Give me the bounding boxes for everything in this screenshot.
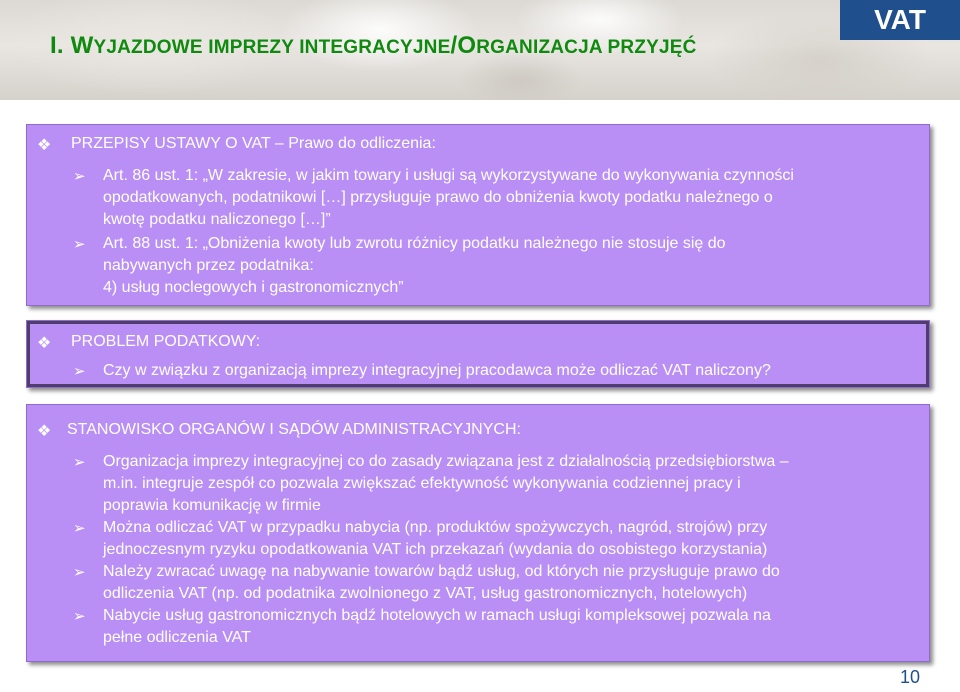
diamond-bullet-icon: ❖ [37,335,52,352]
section-heading: PROBLEM PODATKOWY: [71,333,261,350]
arrow-bullet-icon: ➢ [73,168,86,185]
arrow-bullet-icon: ➢ [73,236,86,253]
arrow-bullet-icon: ➢ [73,363,86,380]
arrow-bullet-icon: ➢ [73,454,86,471]
arrow-bullet-icon: ➢ [73,564,86,581]
list-item: Art. 86 ust. 1: „W zakresie, w jakim towary i usługi są wykorzystywane do wykonywania czynności opodatkowanych, podatnikowi […] przysługuje prawo do obniżenia kwoty podatku należnego o kwotę podatku naliczonego […]” [103,167,794,229]
diamond-bullet-icon: ❖ [37,423,52,440]
list-item: Art. 88 ust. 1: „Obniżenia kwoty lub zwrotu różnicy podatku należnego nie stosuje się do nabywanych przez podatnika: 4) usług noclegowych i gastronomicznych” [103,235,726,297]
list-item: Nabycie usług gastronomicznych bądź hotelowych w ramach usługi kompleksowej pozwala na pełne odliczenia VAT [103,607,771,647]
legal-basis-panel [26,124,930,306]
diamond-bullet-icon: ❖ [37,137,52,154]
list-item: Organizacja imprezy integracyjnej co do zasady związana jest z działalnością przedsiębiorstwa – m.in. integruje zespół co pozwala zwiększać efektywność wykonywania codziennej pracy i poprawia komunikację w firmie [103,453,789,515]
section-heading: PRZEPISY USTAWY O VAT – Prawo do odliczenia: [71,135,436,152]
list-item: Czy w związku z organizacją imprezy integracyjnej pracodawca może odliczać VAT naliczony? [103,362,771,379]
page-number: 10 [899,667,920,687]
arrow-bullet-icon: ➢ [73,608,86,625]
tax-problem-panel [26,320,930,388]
arrow-bullet-icon: ➢ [73,520,86,537]
section-heading: STANOWISKO ORGANÓW I SĄDÓW ADMINISTRACYJNYCH: [67,421,521,438]
list-item: Można odliczać VAT w przypadku nabycia (np. produktów spożywczych, nagród, strojów) przy jednoczesnym ryzyku opodatkowania VAT ich przekazań (wydania do osobistego korzystania) [103,519,768,559]
header-band [0,0,960,100]
list-item: Należy zwracać uwagę na nabywanie towarów bądź usług, od których nie przysługuje prawo do odliczenia VAT (np. od podatnika zwolnionego z VAT, usług gastronomicznych, hotelowych) [103,563,780,603]
authority-position-panel [26,404,930,662]
page-title: I. WYJAZDOWE IMPREZY INTEGRACYJNE/ORGANIZACJA PRZYJĘĆ [50,32,697,59]
vat-tab: VAT [840,0,960,40]
